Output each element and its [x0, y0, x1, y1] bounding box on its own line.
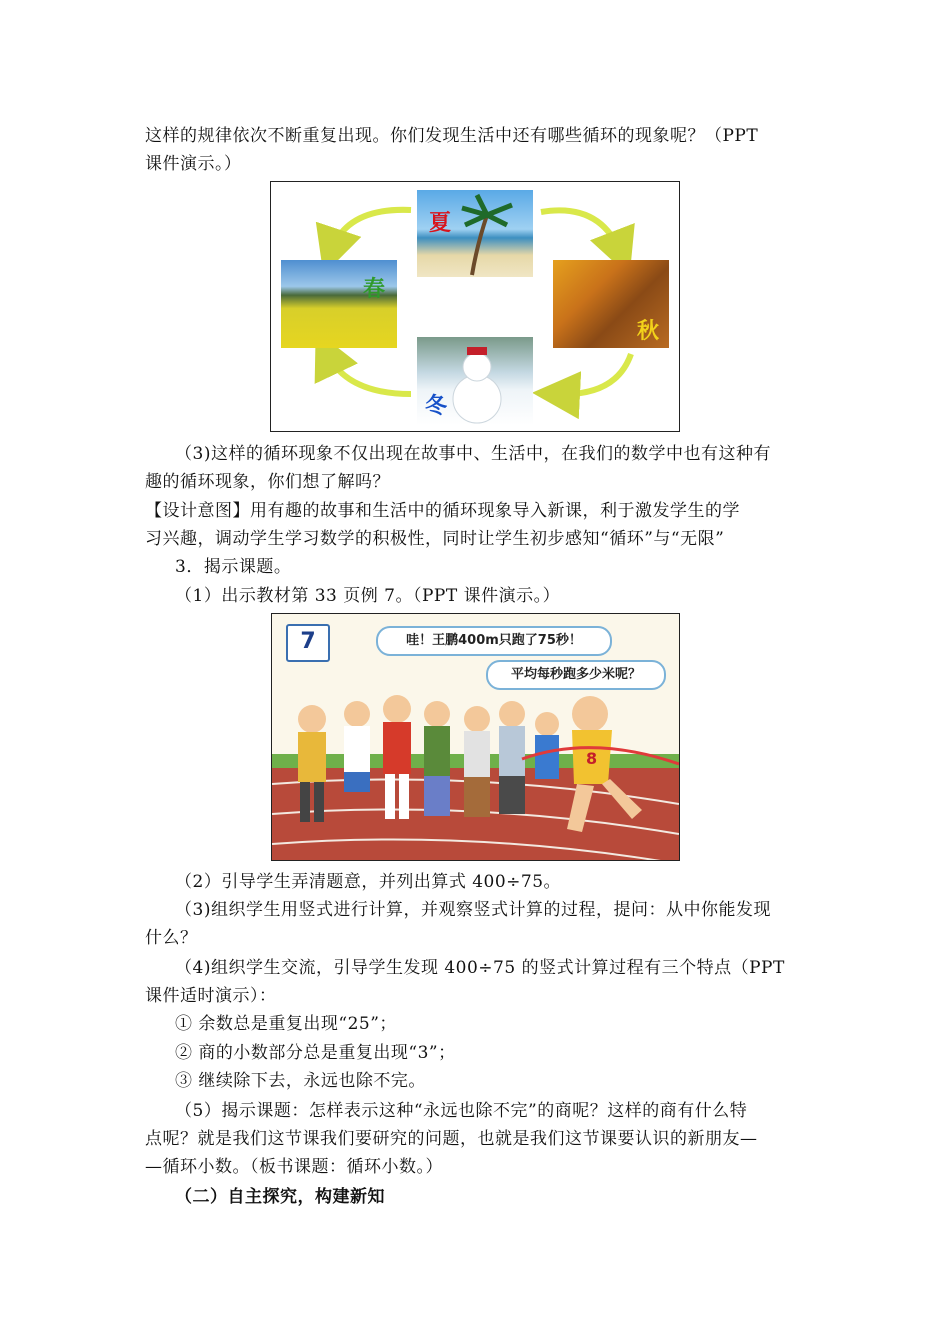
arrow-summer-to-autumn: [541, 210, 621, 254]
paragraph-line: 课件演示。）: [145, 154, 242, 174]
winter-photo: [417, 337, 533, 425]
season-label-summer: 夏: [429, 210, 452, 236]
season-label-autumn: 秋: [637, 318, 660, 344]
example-number: 7: [300, 629, 316, 654]
feature-item: ③ 继续除下去，永远也除不完。: [175, 1071, 426, 1091]
paragraph-line: （2）引导学生弄清题意，并列出算式 400÷75。: [175, 872, 562, 892]
paragraph-line: 课件适时演示）：: [145, 986, 277, 1006]
paragraph-line: （5）揭示课题：怎样表示这种“永远也除不完”的商呢？这样的商有什么特: [175, 1101, 748, 1121]
feature-item: ② 商的小数部分总是重复出现“3”；: [175, 1043, 456, 1063]
paragraph-line: —循环小数。（板书课题：循环小数。）: [145, 1157, 443, 1177]
cheering-children-illustration: [272, 614, 679, 860]
runner-bib-number: 8: [586, 749, 598, 768]
speech-bubble-2-text: 平均每秒跑多少米呢？: [510, 667, 641, 682]
paragraph-line: （1）出示教材第 33 页例 7。（PPT 课件演示。）: [175, 586, 561, 606]
step-heading: 3．揭示课题。: [175, 557, 292, 577]
spring-photo: [281, 260, 397, 348]
example-7-figure: [271, 613, 680, 861]
paragraph-line: （3)组织学生用竖式进行计算，并观察竖式计算的过程，提问：从中你能发现: [175, 900, 771, 920]
paragraph-line: （3)这样的循环现象不仅出现在故事中、生活中，在我们的数学中也有这种有: [175, 444, 771, 464]
feature-item: ① 余数总是重复出现“25”；: [175, 1014, 397, 1034]
design-intent-line: 【设计意图】用有趣的故事和生活中的循环现象导入新课，利于激发学生的学: [145, 501, 740, 521]
design-intent-line: 习兴趣，调动学生学习数学的积极性，同时让学生初步感知“循环”与“无限”: [145, 529, 725, 549]
summer-photo: [417, 190, 533, 277]
arrow-spring-to-summer: [331, 210, 411, 252]
autumn-photo: [553, 260, 669, 348]
arrow-autumn-to-winter: [556, 354, 631, 394]
paragraph-line: 什么？: [145, 928, 198, 948]
speech-bubble-1-text: 哇！王鹏400m只跑了75秒！: [406, 633, 582, 648]
seasons-cycle-figure: [270, 181, 680, 432]
arrow-winter-to-spring: [326, 352, 411, 394]
section-heading: （二）自主探究，构建新知: [175, 1187, 385, 1207]
paragraph-line: 点呢？就是我们这节课我们要研究的问题，也就是我们这节课要认识的新朋友—: [145, 1129, 758, 1149]
paragraph-line: （4)组织学生交流，引导学生发现 400÷75 的竖式计算过程有三个特点（PPT: [175, 958, 785, 978]
season-label-spring: 春: [363, 276, 386, 302]
paragraph-line: 趣的循环现象，你们想了解吗？: [145, 472, 390, 492]
season-label-winter: 冬: [425, 393, 448, 419]
paragraph-line: 这样的规律依次不断重复出现。你们发现生活中还有哪些循环的现象呢？（PPT: [145, 126, 759, 146]
